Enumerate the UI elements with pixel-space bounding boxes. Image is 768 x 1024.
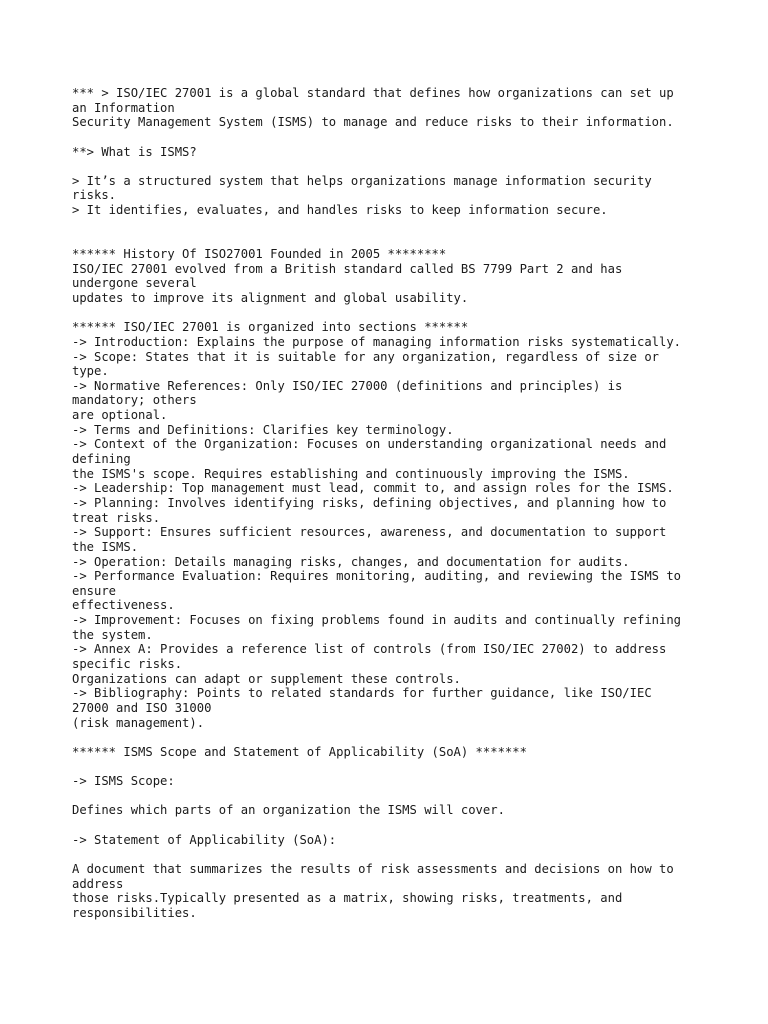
text-line: type. (72, 364, 109, 379)
text-line: > It identifies, evaluates, and handles risks to keep information secure. (72, 203, 608, 218)
text-line: > It’s a structured system that helps organizations manage information security (72, 173, 652, 188)
text-line: Organizations can adapt or supplement these controls. (72, 671, 461, 686)
text-line: treat risks. (72, 510, 161, 525)
text-line: updates to improve its alignment and global usability. (72, 290, 469, 305)
list-item: -> Context of the Organization: Focuses on understanding organizational needs and (72, 437, 667, 452)
blank-line (72, 130, 712, 145)
section-heading: **> What is ISMS? (72, 144, 197, 159)
list-item: -> Bibliography: Points to related standards for further guidance, like ISO/IEC (72, 686, 652, 701)
blank-line (72, 306, 712, 321)
text-line: are optional. (72, 408, 168, 423)
list-item: -> Introduction: Explains the purpose of managing information risks systematically. (72, 334, 682, 349)
text-line: risks. (72, 188, 117, 203)
text-line: A document that summarizes the results of risk assessments and decisions on how to (72, 861, 674, 876)
blank-line (72, 730, 712, 745)
text-line: *** > ISO/IEC 27001 is a global standard that defines how organizations can set up (72, 86, 674, 100)
list-item: -> Normative References: Only ISO/IEC 27000 (definitions and principles) is (72, 378, 623, 393)
blank-line (72, 759, 712, 774)
document-page (72, 86, 712, 921)
blank-line (72, 159, 712, 174)
text-line: specific risks. (72, 656, 183, 671)
text-line: Defines which parts of an organization the ISMS will cover. (72, 803, 505, 818)
list-item: -> Planning: Involves identifying risks, defining objectives, and planning how to (72, 495, 667, 510)
blank-line (72, 232, 712, 247)
text-line: address (72, 876, 124, 891)
list-item: -> Performance Evaluation: Requires monitoring, auditing, and reviewing the ISMS to (72, 569, 682, 584)
blank-line (72, 847, 712, 862)
subheading: -> Statement of Applicability (SoA): (72, 832, 337, 847)
blank-line (72, 218, 712, 233)
text-line: effectiveness. (72, 598, 175, 613)
text-line: Security Management System (ISMS) to manage and reduce risks to their information. (72, 115, 674, 130)
text-line: (risk management). (72, 715, 205, 730)
list-item: -> Annex A: Provides a reference list of controls (from ISO/IEC 27002) to address (72, 642, 667, 657)
text-line: an Information (72, 100, 175, 115)
list-item: -> Improvement: Focuses on fixing problems found in audits and continually refining (72, 613, 682, 628)
text-line: mandatory; others (72, 393, 197, 408)
text-line: those risks.Typically presented as a matrix, showing risks, treatments, and (72, 891, 623, 906)
subheading: -> ISMS Scope: (72, 774, 175, 789)
text-line: the system. (72, 627, 153, 642)
blank-line (72, 818, 712, 833)
text-line: 27000 and ISO 31000 (72, 700, 212, 715)
text-line: undergone several (72, 276, 197, 291)
list-item: -> Operation: Details managing risks, changes, and documentation for audits. (72, 554, 630, 569)
text-line: defining (72, 452, 131, 467)
section-heading: ****** ISO/IEC 27001 is organized into sections ****** (72, 320, 469, 335)
section-heading: ****** History Of ISO27001 Founded in 2005 ******** (72, 247, 447, 262)
section-heading: ****** ISMS Scope and Statement of Applicability (SoA) ******* (72, 744, 527, 759)
text-line: ensure (72, 583, 117, 598)
text-line: the ISMS's scope. Requires establishing and continuously improving the ISMS. (72, 466, 630, 481)
text-line: ISO/IEC 27001 evolved from a British standard called BS 7799 Part 2 and has (72, 261, 623, 276)
blank-line (72, 789, 712, 804)
list-item: -> Scope: States that it is suitable for any organization, regardless of size or (72, 349, 659, 364)
list-item: -> Support: Ensures sufficient resources, awareness, and documentation to support (72, 525, 667, 540)
text-line: the ISMS. (72, 539, 139, 554)
list-item: -> Terms and Definitions: Clarifies key terminology. (72, 422, 454, 437)
text-line: responsibilities. (72, 905, 197, 920)
list-item: -> Leadership: Top management must lead, commit to, and assign roles for the ISMS. (72, 481, 674, 496)
